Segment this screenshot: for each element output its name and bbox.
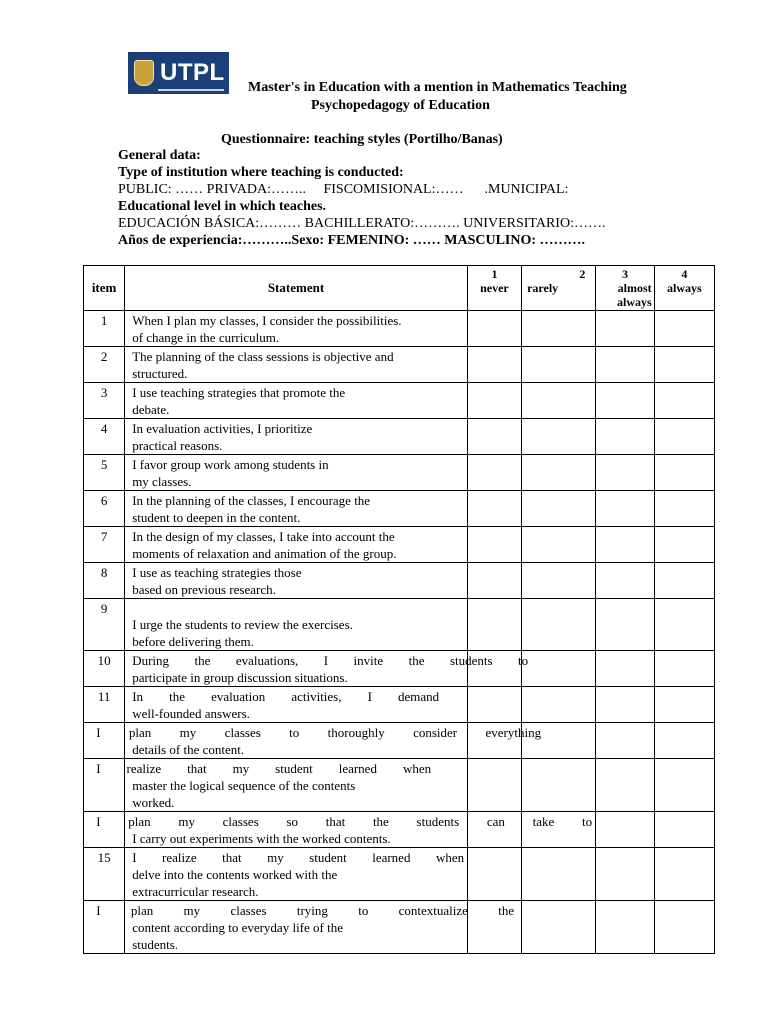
row-item-number: 6	[84, 491, 125, 527]
rating-cell-2[interactable]	[522, 901, 596, 954]
statement-line-2: of change in the curriculum.	[132, 330, 280, 345]
rating-cell-2[interactable]	[522, 563, 596, 599]
header-statement: Statement	[125, 266, 468, 311]
scale-4-num: 4	[681, 267, 688, 281]
table-row	[84, 491, 715, 527]
rating-cell-1[interactable]	[467, 383, 521, 419]
rating-cell-3[interactable]	[596, 527, 654, 563]
statement-line-2: debate.	[132, 402, 170, 417]
scale-2-label: rarely	[527, 281, 559, 295]
rating-cell-4[interactable]	[654, 599, 714, 651]
rating-cell-1[interactable]	[467, 759, 521, 812]
institution-options: PUBLIC: …… PRIVADA:…….. FISCOMISIONAL:…… .MUNICIPAL:	[118, 182, 569, 197]
table-row	[84, 812, 715, 848]
table-row	[84, 901, 715, 954]
table-row	[84, 723, 715, 759]
questionnaire-title: Questionnaire: teaching styles (Portilho/Banas)	[221, 132, 503, 147]
statement-line-2: well-founded answers.	[132, 706, 250, 721]
rating-cell-2[interactable]	[522, 651, 596, 687]
rating-cell-4[interactable]	[654, 812, 714, 848]
row-statement	[125, 419, 468, 455]
row-statement	[125, 347, 468, 383]
rating-cell-1[interactable]	[467, 455, 521, 491]
row-item-number: 3	[84, 383, 125, 419]
rating-cell-3[interactable]	[596, 901, 654, 954]
rating-cell-1[interactable]	[467, 311, 521, 347]
rating-cell-4[interactable]	[654, 848, 714, 901]
statement-line-2: before delivering them.	[132, 634, 254, 649]
row-statement	[96, 812, 593, 848]
statement-line-1: I urge the students to review the exercises.	[132, 617, 353, 632]
rating-cell-4[interactable]	[654, 759, 714, 812]
rating-cell-3[interactable]	[596, 491, 654, 527]
header-scale-2	[522, 266, 596, 311]
table-row	[84, 687, 715, 723]
rating-cell-2[interactable]	[522, 599, 596, 651]
statement-line-1: I plan my classes so that the students can take to	[96, 814, 593, 829]
questionnaire-table	[83, 265, 715, 954]
rating-cell-1[interactable]	[467, 599, 521, 651]
rating-cell-3[interactable]	[596, 759, 654, 812]
rating-cell-2[interactable]	[522, 848, 596, 901]
table-row	[84, 848, 715, 901]
course-title: Psychopedagogy of Education	[311, 98, 490, 113]
statement-line-1: When I plan my classes, I consider the possibilities.	[132, 313, 402, 328]
table-row	[84, 311, 715, 347]
rating-cell-4[interactable]	[654, 651, 714, 687]
table-header-row	[84, 266, 715, 311]
statement-line-1: In evaluation activities, I prioritize	[132, 421, 313, 436]
statement-line-2: based on previous research.	[132, 582, 276, 597]
table-row	[84, 419, 715, 455]
statement-line-1: In the design of my classes, I take into account the	[132, 529, 395, 544]
row-item-number: 8	[84, 563, 125, 599]
rating-cell-4[interactable]	[654, 419, 714, 455]
statement-line-1: I plan my classes to thoroughly consider everything	[96, 725, 542, 740]
rating-cell-1[interactable]	[467, 563, 521, 599]
table-row	[84, 455, 715, 491]
statement-line-2: master the logical sequence of the contents	[132, 778, 356, 793]
rating-cell-1[interactable]	[467, 347, 521, 383]
rating-cell-2[interactable]	[522, 687, 596, 723]
rating-cell-2[interactable]	[522, 759, 596, 812]
scale-1-num: 1	[491, 267, 498, 281]
rating-cell-3[interactable]	[596, 848, 654, 901]
row-item-number: 15	[84, 848, 125, 901]
rating-cell-4[interactable]	[654, 383, 714, 419]
statement-line-2: details of the content.	[132, 742, 245, 757]
row-statement	[125, 491, 468, 527]
rating-cell-2[interactable]	[522, 419, 596, 455]
statement-line-3: students.	[132, 937, 179, 952]
rating-cell-3[interactable]	[596, 599, 654, 651]
row-statement	[125, 311, 468, 347]
header-scale-4	[654, 266, 714, 311]
row-statement	[125, 527, 468, 563]
logo-text: UTPL	[160, 59, 225, 86]
row-item-number: 2	[84, 347, 125, 383]
rating-cell-1[interactable]	[467, 419, 521, 455]
statement-line-1: In the evaluation activities, I demand	[132, 689, 440, 704]
header-scale-1	[467, 266, 521, 311]
row-item-number: 4	[84, 419, 125, 455]
statement-line-1: I use as teaching strategies those	[132, 565, 302, 580]
rating-cell-2[interactable]	[522, 347, 596, 383]
level-options: EDUCACIÓN BÁSICA:……… BACHILLERATO:………. UNIVERSITARIO:…….	[118, 216, 606, 231]
rating-cell-4[interactable]	[654, 347, 714, 383]
scale-3-label: almost always	[617, 281, 652, 309]
rating-cell-2[interactable]	[522, 491, 596, 527]
rating-cell-3[interactable]	[596, 419, 654, 455]
header-item: item	[84, 266, 125, 311]
scale-4-label: always	[667, 281, 702, 295]
statement-line-1: I realize that my student learned when	[132, 850, 465, 865]
row-item-number: 7	[84, 527, 125, 563]
table-row	[84, 383, 715, 419]
scale-1-label: never	[480, 281, 509, 295]
rating-cell-1[interactable]	[467, 491, 521, 527]
row-statement	[125, 599, 468, 651]
scale-3-num: 3	[622, 267, 629, 281]
statement-line-2: practical reasons.	[132, 438, 223, 453]
experience-line: Años de experiencia:………..Sexo: FEMENINO: …… MASCULINO: ……….	[118, 233, 586, 248]
rating-cell-4[interactable]	[654, 311, 714, 347]
rating-cell-4[interactable]	[654, 687, 714, 723]
statement-line-1: I use teaching strategies that promote the	[132, 385, 346, 400]
table-row	[84, 599, 715, 651]
rating-cell-4[interactable]	[654, 455, 714, 491]
rating-cell-4[interactable]	[654, 527, 714, 563]
statement-line-1: I favor group work among students in	[132, 457, 329, 472]
rating-cell-3[interactable]	[596, 723, 654, 759]
statement-line-1: I realize that my student learned when	[96, 761, 432, 776]
rating-cell-2[interactable]	[522, 455, 596, 491]
row-statement	[96, 723, 542, 759]
statement-line-2: structured.	[132, 366, 188, 381]
statement-line-2: student to deepen in the content.	[132, 510, 301, 525]
rating-cell-3[interactable]	[596, 651, 654, 687]
logo-tagline-bar	[158, 89, 224, 91]
rating-cell-2[interactable]	[522, 311, 596, 347]
rating-cell-4[interactable]	[654, 491, 714, 527]
statement-line-2: participate in group discussion situations.	[132, 670, 348, 685]
rating-cell-4[interactable]	[654, 563, 714, 599]
statement-line-2: delve into the contents worked with the	[132, 867, 338, 882]
institution-label: Type of institution where teaching is conducted:	[118, 165, 404, 180]
row-item-number: 9	[84, 599, 125, 651]
rating-cell-3[interactable]	[596, 455, 654, 491]
rating-cell-2[interactable]	[522, 383, 596, 419]
rating-cell-1[interactable]	[467, 848, 521, 901]
row-statement	[125, 455, 468, 491]
statement-line-3: worked.	[132, 795, 175, 810]
rating-cell-2[interactable]	[522, 527, 596, 563]
row-statement	[125, 651, 529, 687]
row-item-number: 1	[84, 311, 125, 347]
table-row	[84, 651, 715, 687]
row-statement	[125, 383, 468, 419]
statement-line-2: content according to everyday life of the	[132, 920, 343, 935]
rating-cell-4[interactable]	[654, 901, 714, 954]
rating-cell-4[interactable]	[654, 723, 714, 759]
row-statement	[125, 563, 468, 599]
statement-line-2: moments of relaxation and animation of the group.	[132, 546, 397, 561]
level-label: Educational level in which teaches.	[118, 199, 327, 214]
rating-cell-3[interactable]	[596, 563, 654, 599]
row-statement	[125, 687, 468, 723]
utpl-logo	[128, 52, 229, 94]
row-item-number: 10	[84, 651, 125, 687]
statement-line-2: my classes.	[132, 474, 192, 489]
scale-2-num: 2	[579, 267, 586, 281]
table-row	[84, 347, 715, 383]
statement-line-3: extracurricular research.	[132, 884, 259, 899]
header-scale-3	[596, 266, 654, 311]
rating-cell-3[interactable]	[596, 812, 654, 848]
table-row	[84, 563, 715, 599]
statement-line-2: I carry out experiments with the worked contents.	[132, 831, 391, 846]
statement-line-1: During the evaluations, I invite the students to	[132, 653, 529, 668]
rating-cell-3[interactable]	[596, 347, 654, 383]
rating-cell-3[interactable]	[596, 311, 654, 347]
row-item-number: 11	[84, 687, 125, 723]
row-statement	[125, 848, 468, 901]
rating-cell-3[interactable]	[596, 687, 654, 723]
rating-cell-3[interactable]	[596, 383, 654, 419]
statement-line-1: I plan my classes trying to contextualize the	[96, 903, 515, 918]
row-statement	[96, 759, 468, 812]
program-title: Master's in Education with a mention in Mathematics Teaching	[248, 80, 627, 95]
table-row	[84, 759, 715, 812]
row-item-number: 5	[84, 455, 125, 491]
row-statement	[96, 901, 515, 954]
statement-line-1: The planning of the class sessions is objective and	[132, 349, 394, 364]
university-crest-icon	[134, 60, 154, 86]
rating-cell-1[interactable]	[467, 527, 521, 563]
statement-line-1: In the planning of the classes, I encourage the	[132, 493, 371, 508]
rating-cell-1[interactable]	[467, 687, 521, 723]
general-data-title: General data:	[118, 148, 201, 163]
table-row	[84, 527, 715, 563]
